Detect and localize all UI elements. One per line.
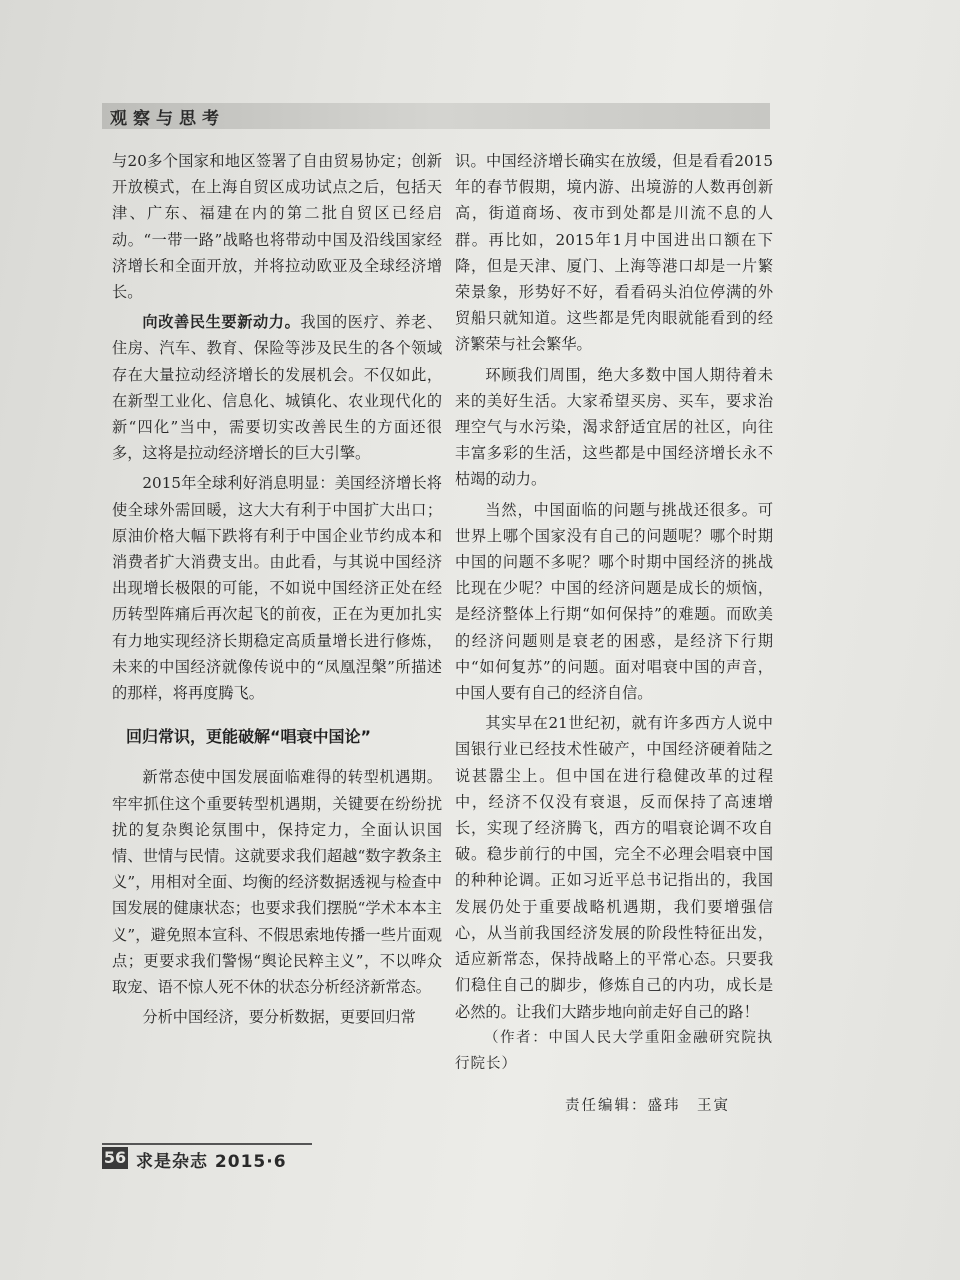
paragraph-body: 我国的医疗、养老、住房、汽车、教育、保险等涉及民生的各个领域存在大量拉动经济增长的发展机会。不仅如此，在新型工业化、信息化、城镇化、农业现代化的新“四化”当中，需要切实改善民生的方面还很多，这将是拉动经济增长的巨大引擎。 xyxy=(112,313,443,463)
paragraph: 其实早在21世纪初，就有许多西方人说中国银行业已经技术性破产，中国经济硬着陆之说甚嚣尘上。但中国在进行稳健改革的过程中，经济不仅没有衰退，反而保持了高速增长，实现了经济腾飞，西方的唱衰论调不攻自破。稳步前行的中国，完全不必理会唱衰中国的种种论调。正如习近平总书记指出的，我国发展仍处于重要战略机遇期，我们要增强信心，从当前我国经济发展的阶段性特征出发，适应新常态，保持战略上的平常心态。只要我们稳住自己的脚步，修炼自己的内功，成长是必然的。让我们大踏步地向前走好自己的路！ xyxy=(455,714,773,1021)
left-column xyxy=(112,148,442,1031)
paragraph: 环顾我们周围，绝大多数中国人期待着未来的美好生活。大家希望买房、买车，要求治理空气与水污染，渴求舒适宜居的社区，向往丰富多彩的生活，这些都是中国经济增长永不枯竭的动力。 xyxy=(455,365,773,489)
footer-rule xyxy=(102,1143,312,1145)
paragraph: 当然，中国面临的问题与挑战还很多。可世界上哪个国家没有自己的问题呢？哪个时期中国的问题不多呢？哪个时期中国经济的挑战比现在少呢？中国的经济问题是成长的烦恼，是经济整体上行期“如何保持”的难题。而欧美的经济问题则是衰老的困惑，是经济下行期中“如何复苏”的问题。面对唱衰中国的声音，中国人要有自己的经济自信。 xyxy=(455,500,773,703)
author-byline: （作者：中国人民大学重阳金融研究院执行院长） xyxy=(455,1029,773,1072)
responsible-editor: 责任编辑：盛玮 王寅 xyxy=(565,1098,730,1115)
page-number: 56 xyxy=(103,1148,127,1167)
paragraph: 2015年全球利好消息明显：美国经济增长将使全球外需回暖，这大大有利于中国扩大出口；原油价格大幅下跌将有利于中国企业节约成本和消费者扩大消费支出。由此看，与其说中国经济出现增长极限的可能，不如说中国经济正处在经历转型阵痛后再次起飞的前夜，正在为更加扎实有力地实现经济长期稳定高质量增长进行修炼，未来的中国经济就像传说中的“凤凰涅槃”所描述的那样，将再度腾飞。 xyxy=(112,474,442,703)
paragraph: 新常态使中国发展面临难得的转型机遇期。牢牢抓住这个重要转型机遇期，关键要在纷纷扰扰的复杂舆论氛围中，保持定力，全面认识国情、世情与民情。这就要求我们超越“数字教条主义”，用相对全面、均衡的经济数据透视与检查中国发展的健康状态；也要求我们摆脱“学术本本主义”，避免照本宣科、不假思索地传播一些片面观点；更要求我们警惕“舆论民粹主义”，不以哗众取宠、语不惊人死不休的状态分析经济新常态。 xyxy=(112,768,442,997)
section-title: 观察与思考 xyxy=(110,109,225,129)
paragraph: 分析中国经济，要分析数据，更要回归常 xyxy=(142,1008,416,1027)
magazine-name: 求是杂志 2015·6 xyxy=(136,1152,287,1172)
paragraph-lead: 向改善民生要新动力。 xyxy=(142,313,301,332)
section-heading: 回归常识，更能破解“唱衰中国论” xyxy=(126,727,372,747)
paragraph: 识。中国经济增长确实在放缓，但是看看2015年的春节假期，境内游、出境游的人数再创新高，街道商场、夜市到处都是川流不息的人群。再比如，2015年1月中国进出口额在下降，但是天津、厦门、上海等港口却是一片繁荣景象，形势好不好，看看码头泊位停满的外贸船只就知道。这些都是凭肉眼就能看到的经济繁荣与社会繁华。 xyxy=(455,152,773,354)
right-column xyxy=(455,148,773,1119)
paragraph: 与20多个国家和地区签署了自由贸易协定；创新开放模式，在上海自贸区成功试点之后，包括天津、广东、福建在内的第二批自贸区已经启动。“一带一路”战略也将带动中国及沿线国家经济增长和全面开放，并将拉动欧亚及全球经济增长。 xyxy=(112,152,442,302)
paragraph xyxy=(112,309,442,466)
